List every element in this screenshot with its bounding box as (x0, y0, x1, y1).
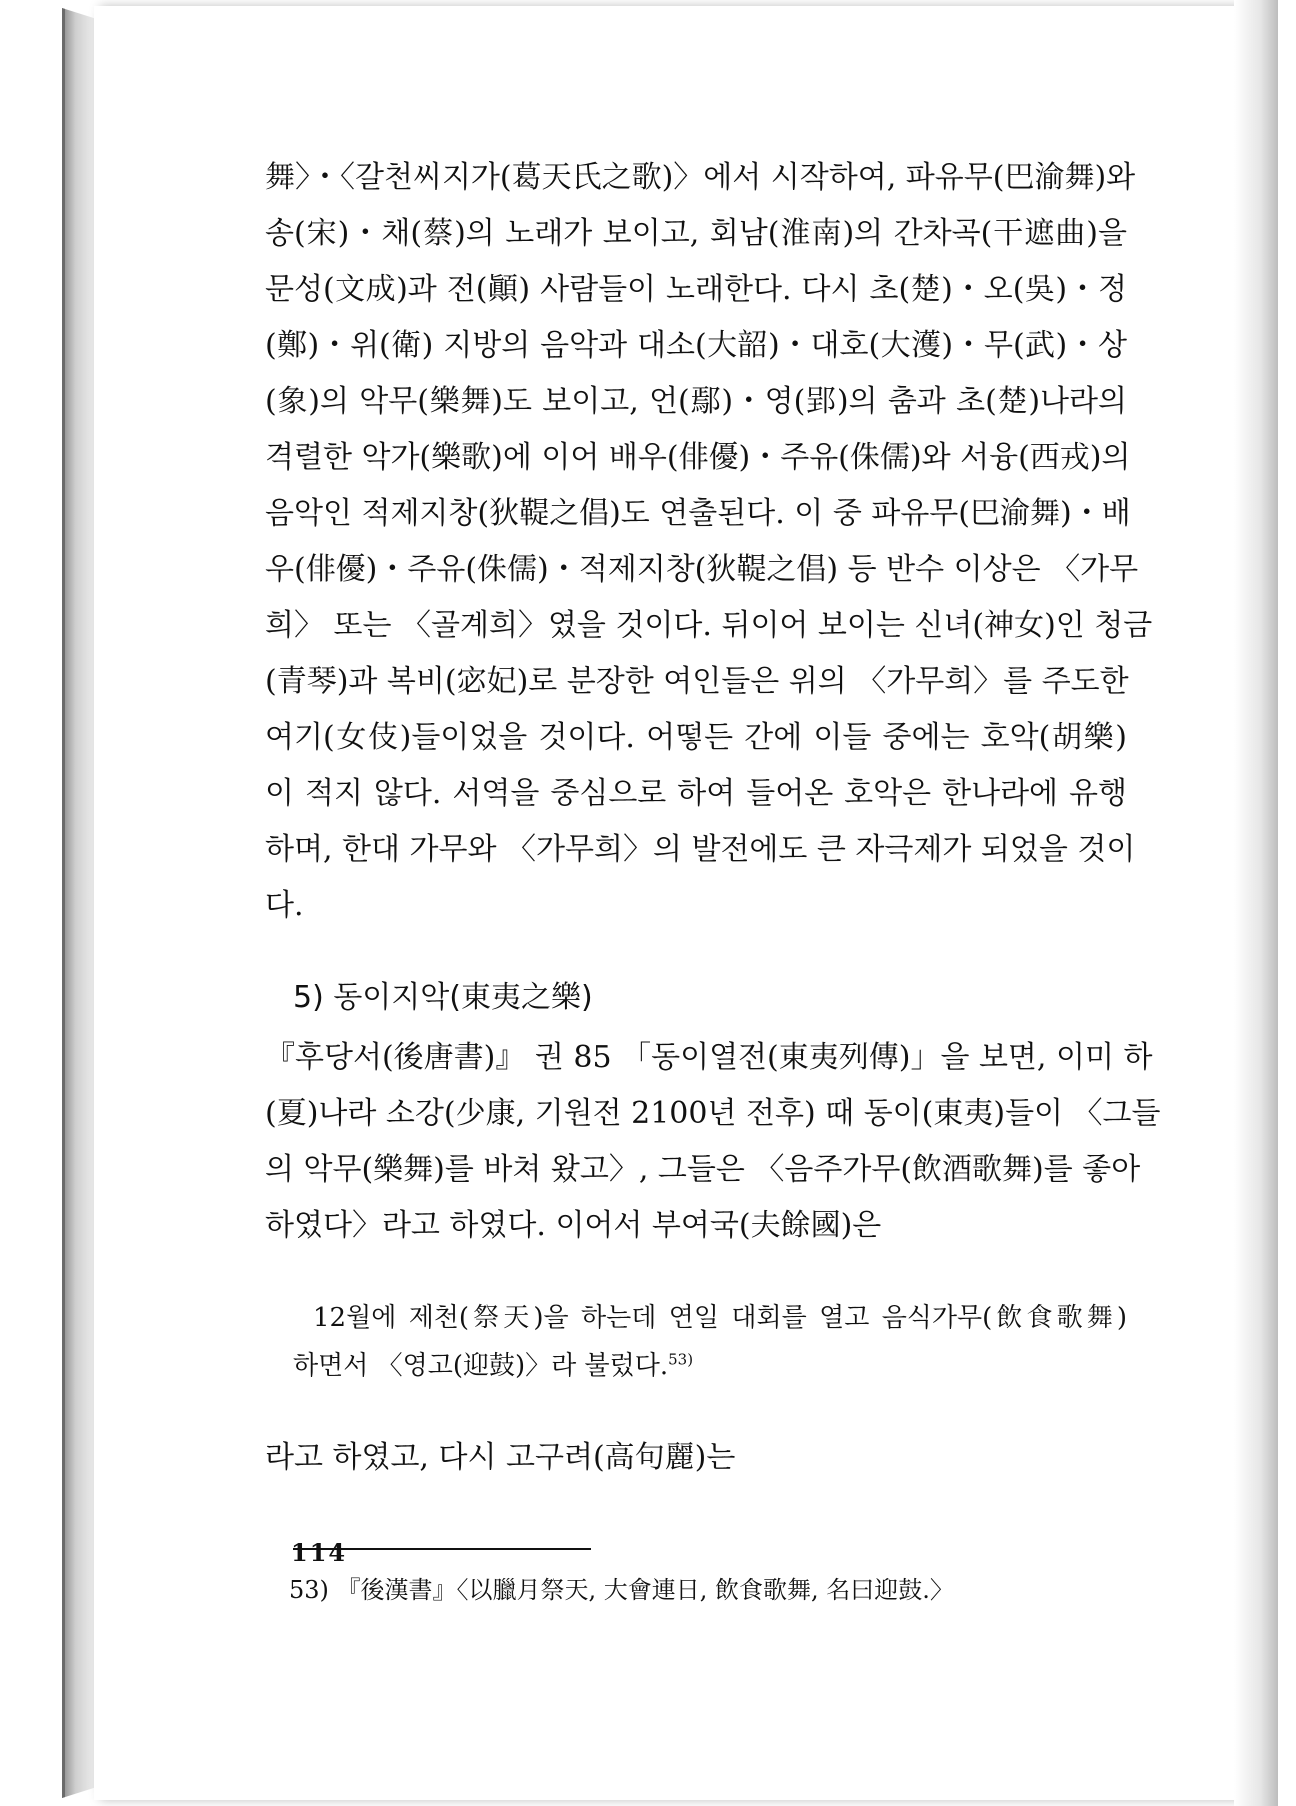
section-paragraph (265, 1030, 1161, 1254)
page-content (265, 150, 1161, 1610)
footnote: 53) 『後漢書』〈以臘月祭天, 大會連日, 飲食歌舞, 名曰迎鼓.〉 (289, 1576, 954, 1604)
body-line: 우(俳優)・주유(侏儒)・적제지창(狄鞮之倡) 등 반수 이상은 〈가무 (265, 552, 1139, 587)
body-line: 여기(女伎)들이었을 것이다. 어떻든 간에 이들 중에는 호악(胡樂) (265, 720, 1127, 755)
quote-text: 하면서 〈영고(迎鼓)〉라 불렀다. (293, 1351, 669, 1381)
body-line: 문성(文成)과 전(顚) 사람들이 노래한다. 다시 초(楚)・오(吳)・정 (265, 272, 1127, 307)
after-quote-line: 라고 하였고, 다시 고구려(高句麗)는 (265, 1440, 736, 1475)
body-line: 희〉 또는 〈골계희〉였을 것이다. 뒤이어 보이는 신녀(神女)인 청금 (265, 608, 1153, 643)
footnote-ref: 53) (668, 1350, 694, 1369)
quote-line (293, 1342, 1127, 1390)
body-line: 하며, 한대 가무와 〈가무희〉의 발전에도 큰 자극제가 되었을 것이 (265, 832, 1136, 867)
book-left-edge (62, 8, 96, 1798)
book-right-edge (1234, 0, 1278, 1806)
section-line: 하였다〉라고 하였다. 이어서 부여국(夫餘國)은 (265, 1208, 882, 1243)
section-line: 『후당서(後唐書)』 권 85 「동이열전(東夷列傳)」을 보면, 이미 하 (265, 1040, 1153, 1075)
block-quote (293, 1294, 1127, 1390)
body-paragraph (265, 150, 1153, 934)
body-line: (象)의 악무(樂舞)도 보이고, 언(鄢)・영(郢)의 춤과 초(楚)나라의 (265, 384, 1127, 419)
body-line: 음악인 적제지창(狄鞮之倡)도 연출된다. 이 중 파유무(巴渝舞)・배 (265, 496, 1131, 531)
body-line: 이 적지 않다. 서역을 중심으로 하여 들어온 호악은 한나라에 유행 (265, 776, 1127, 811)
quote-line: 12월에 제천(祭天)을 하는데 연일 대회를 열고 음식가무(飲食歌舞) (313, 1303, 1127, 1333)
body-line: (青琴)과 복비(宓妃)로 분장한 여인들은 위의 〈가무희〉를 주도한 (265, 664, 1129, 699)
body-line: 격렬한 악가(樂歌)에 이어 배우(俳優)・주유(侏儒)와 서융(西戎)의 (265, 440, 1131, 475)
body-line: 송(宋)・채(蔡)의 노래가 보이고, 회남(淮南)의 간차곡(干遮曲)을 (265, 216, 1127, 251)
section-line: (夏)나라 소강(少康, 기원전 2100년 전후) 때 동이(東夷)들이 〈그들 (265, 1096, 1161, 1131)
body-line: (鄭)・위(衛) 지방의 음악과 대소(大韶)・대호(大濩)・무(武)・상 (265, 328, 1127, 363)
body-line: 舞〉・〈갈천씨지가(葛天氏之歌)〉에서 시작하여, 파유무(巴渝舞)와 (265, 160, 1136, 195)
page-number: 114 (291, 1538, 348, 1567)
body-line: 다. (265, 888, 304, 923)
section-line: 의 악무(樂舞)를 바쳐 왔고〉, 그들은 〈음주가무(飲酒歌舞)를 좋아 (265, 1152, 1141, 1187)
section-heading: 5) 동이지악(東夷之樂) (293, 980, 593, 1015)
